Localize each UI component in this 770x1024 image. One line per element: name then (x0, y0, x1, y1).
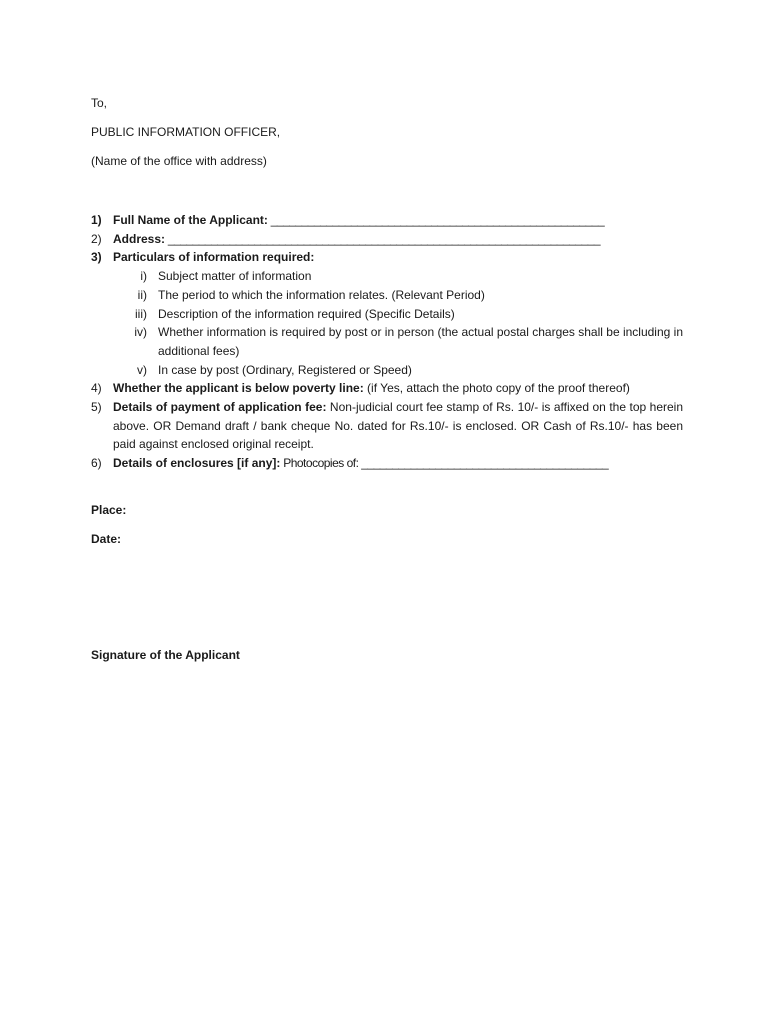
field-particulars (91, 248, 683, 267)
roman-number: ii) (137, 287, 147, 302)
roman-number: iii) (135, 306, 147, 321)
enclosures-blank: Photocopies of: ________________________________________ (280, 456, 609, 471)
item-number: 3) (91, 250, 102, 265)
form-fields-list (91, 211, 683, 473)
signature-label: Signature of the Applicant (91, 648, 240, 662)
address-blank: ______________________________________________________________________ (165, 231, 601, 246)
particular-item (91, 323, 683, 360)
particular-text: Description of the information required (Specific Details) (158, 306, 455, 321)
item-number: 2) (91, 231, 102, 246)
particular-item (91, 286, 683, 305)
roman-number: i) (140, 269, 147, 284)
particular-text: The period to which the information relates. (Relevant Period) (158, 287, 485, 302)
field-label: Particulars of information required: (113, 250, 315, 265)
field-enclosures (91, 454, 683, 473)
roman-number: v) (137, 362, 147, 377)
field-payment-details (91, 398, 683, 454)
field-address (91, 230, 683, 249)
office-address-placeholder: (Name of the office with address) (91, 154, 267, 168)
particular-text: Subject matter of information (158, 269, 312, 284)
field-full-name (91, 211, 683, 230)
particular-item (91, 305, 683, 324)
field-text: (if Yes, attach the photo copy of the proof thereof) (363, 381, 630, 396)
to-line: To, (91, 96, 108, 110)
field-poverty-line (91, 379, 683, 398)
field-label: Full Name of the Applicant: (113, 213, 268, 227)
field-label: Details of enclosures [if any]: (113, 456, 281, 471)
item-number: 5) (91, 400, 102, 415)
item-number: 6) (91, 456, 102, 471)
full-name-blank: ______________________________________________________ (267, 213, 605, 227)
field-text: Non-judicial court fee stamp of Rs. 10/- is affixed on the top herein above. OR Demand draft / bank cheque No. dated for Rs.10/- is enclosed. OR Cash of Rs.10/- has been paid against enclosed original receipt. (113, 400, 684, 452)
recipient-title: PUBLIC INFORMATION OFFICER, (91, 125, 281, 139)
item-number: 1) (91, 213, 102, 227)
roman-number: iv) (134, 325, 147, 340)
field-label: Whether the applicant is below poverty line: (113, 381, 364, 396)
particular-text: Whether information is required by post or in person (the actual postal charges shall be including in additional fees) (158, 325, 683, 358)
place-label: Place: (91, 503, 127, 517)
item-number: 4) (91, 381, 102, 396)
particular-item (91, 267, 683, 286)
date-label: Date: (91, 532, 122, 546)
particular-item (91, 361, 683, 380)
particular-text: In case by post (Ordinary, Registered or Speed) (158, 362, 412, 377)
field-label: Details of payment of application fee: (113, 400, 327, 415)
field-label: Address: (113, 231, 166, 246)
